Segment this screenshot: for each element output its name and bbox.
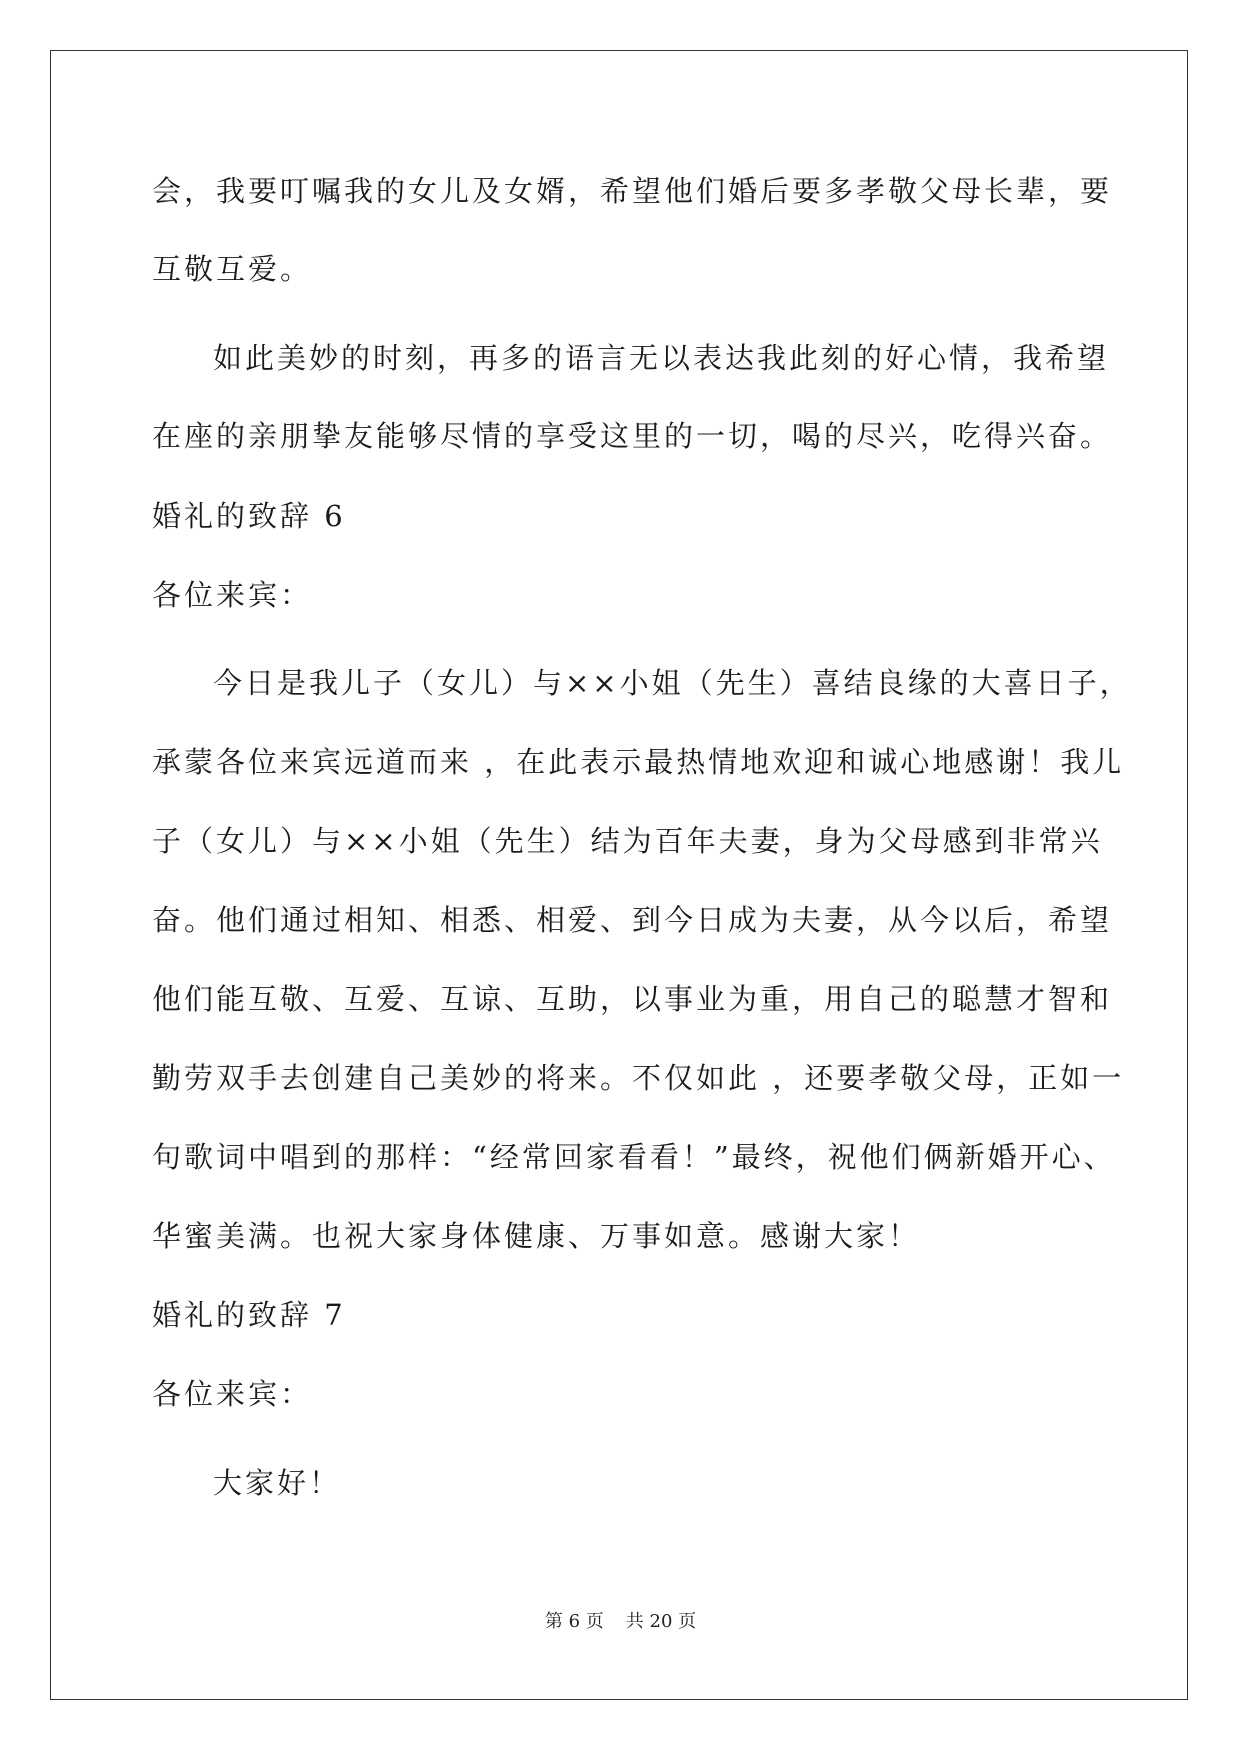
section-heading: 婚礼的致辞 7 — [152, 1298, 346, 1332]
salutation: 各位来宾： — [152, 1377, 313, 1411]
section-heading: 婚礼的致辞 6 — [152, 499, 346, 533]
text-line: 承蒙各位来宾远道而来 ，在此表示最热情地欢迎和诚心地感谢！我儿 — [152, 745, 1125, 779]
text-line: 句歌词中唱到的那样：“经常回家看看！”最终，祝他们俩新婚开心、 — [152, 1140, 1116, 1174]
text-line: 华蜜美满。也祝大家身体健康、万事如意。感谢大家！ — [152, 1219, 921, 1253]
text-line: 如此美妙的时刻，再多的语言无以表达我此刻的好心情，我希望 — [213, 341, 1110, 375]
page-border — [50, 50, 1188, 1700]
page-footer — [0, 1610, 1241, 1634]
page-total: 共 20 页 — [625, 1611, 697, 1632]
text-line: 会，我要叮嘱我的女儿及女婿，希望他们婚后要多孝敬父母长辈，要 — [152, 174, 1113, 208]
text-line: 今日是我儿子（女儿）与××小姐（先生）喜结良缘的大喜日子， — [213, 666, 1132, 700]
text-line: 在座的亲朋挚友能够尽情的享受这里的一切，喝的尽兴，吃得兴奋。 — [152, 419, 1113, 453]
text-line: 子（女儿）与××小姐（先生）结为百年夫妻，身为父母感到非常兴 — [152, 824, 1103, 858]
salutation: 各位来宾： — [152, 578, 313, 612]
text-line: 勤劳双手去创建自己美妙的将来。不仅如此 ，还要孝敬父母，正如一 — [152, 1061, 1125, 1095]
text-line: 互敬互爱。 — [152, 252, 313, 286]
page-number: 第 6 页 — [544, 1611, 604, 1632]
text-line: 奋。他们通过相知、相悉、相爱、到今日成为夫妻，从今以后，希望 — [152, 903, 1113, 937]
text-line: 大家好！ — [213, 1466, 342, 1500]
text-line: 他们能互敬、互爱、互谅、互助，以事业为重，用自己的聪慧才智和 — [152, 982, 1113, 1016]
